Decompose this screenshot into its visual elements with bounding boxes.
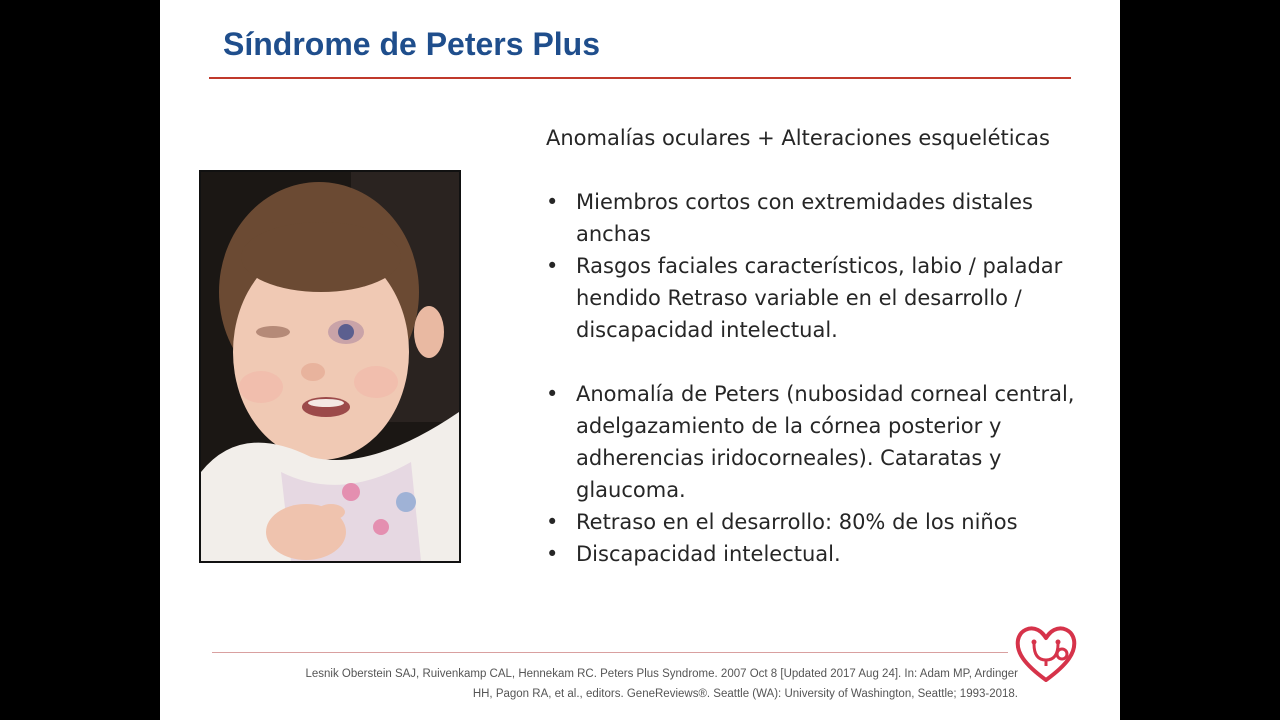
heart-stethoscope-logo-icon [1012, 622, 1080, 686]
spacer [546, 346, 1086, 378]
slide-title: Síndrome de Peters Plus [223, 26, 601, 62]
footer-divider [212, 652, 1008, 653]
intro-text: Anomalías oculares + Alteraciones esqueléticas [546, 126, 1050, 150]
citation-line-1: Lesnik Oberstein SAJ, Ruivenkamp CAL, Hennekam RC. Peters Plus Syndrome. 2007 Oct 8 [Updated 2017 Aug 24]. In: Adam MP, Ardinger [305, 668, 1018, 680]
bullet-item: • Anomalía de Peters (nubosidad corneal central, adelgazamiento de la córnea posterior y adherencias iridocorneales). Cataratas y glaucoma. [546, 378, 1086, 506]
bullet-item: • Rasgos faciales característicos, labio / paladar hendido Retraso variable en el desarrollo / discapacidad intelectual. [546, 250, 1086, 346]
bullet-item: • Miembros cortos con extremidades distales anchas [546, 186, 1086, 250]
citation-line-2: HH, Pagon RA, et al., editors. GeneReviews®. Seattle (WA): University of Washington, Seattle; 1993-2018. [472, 688, 1018, 700]
bullet-list-2 [546, 378, 1086, 570]
bullet-item: • Discapacidad intelectual. [546, 538, 1086, 570]
title-divider [209, 77, 1071, 79]
bullet-item: • Retraso en el desarrollo: 80% de los niños [546, 506, 1086, 538]
slide-body [546, 122, 1086, 570]
slide [160, 0, 1120, 720]
child-portrait-photo [199, 170, 461, 563]
citation [200, 664, 1018, 704]
bullet-list-1 [546, 186, 1086, 346]
